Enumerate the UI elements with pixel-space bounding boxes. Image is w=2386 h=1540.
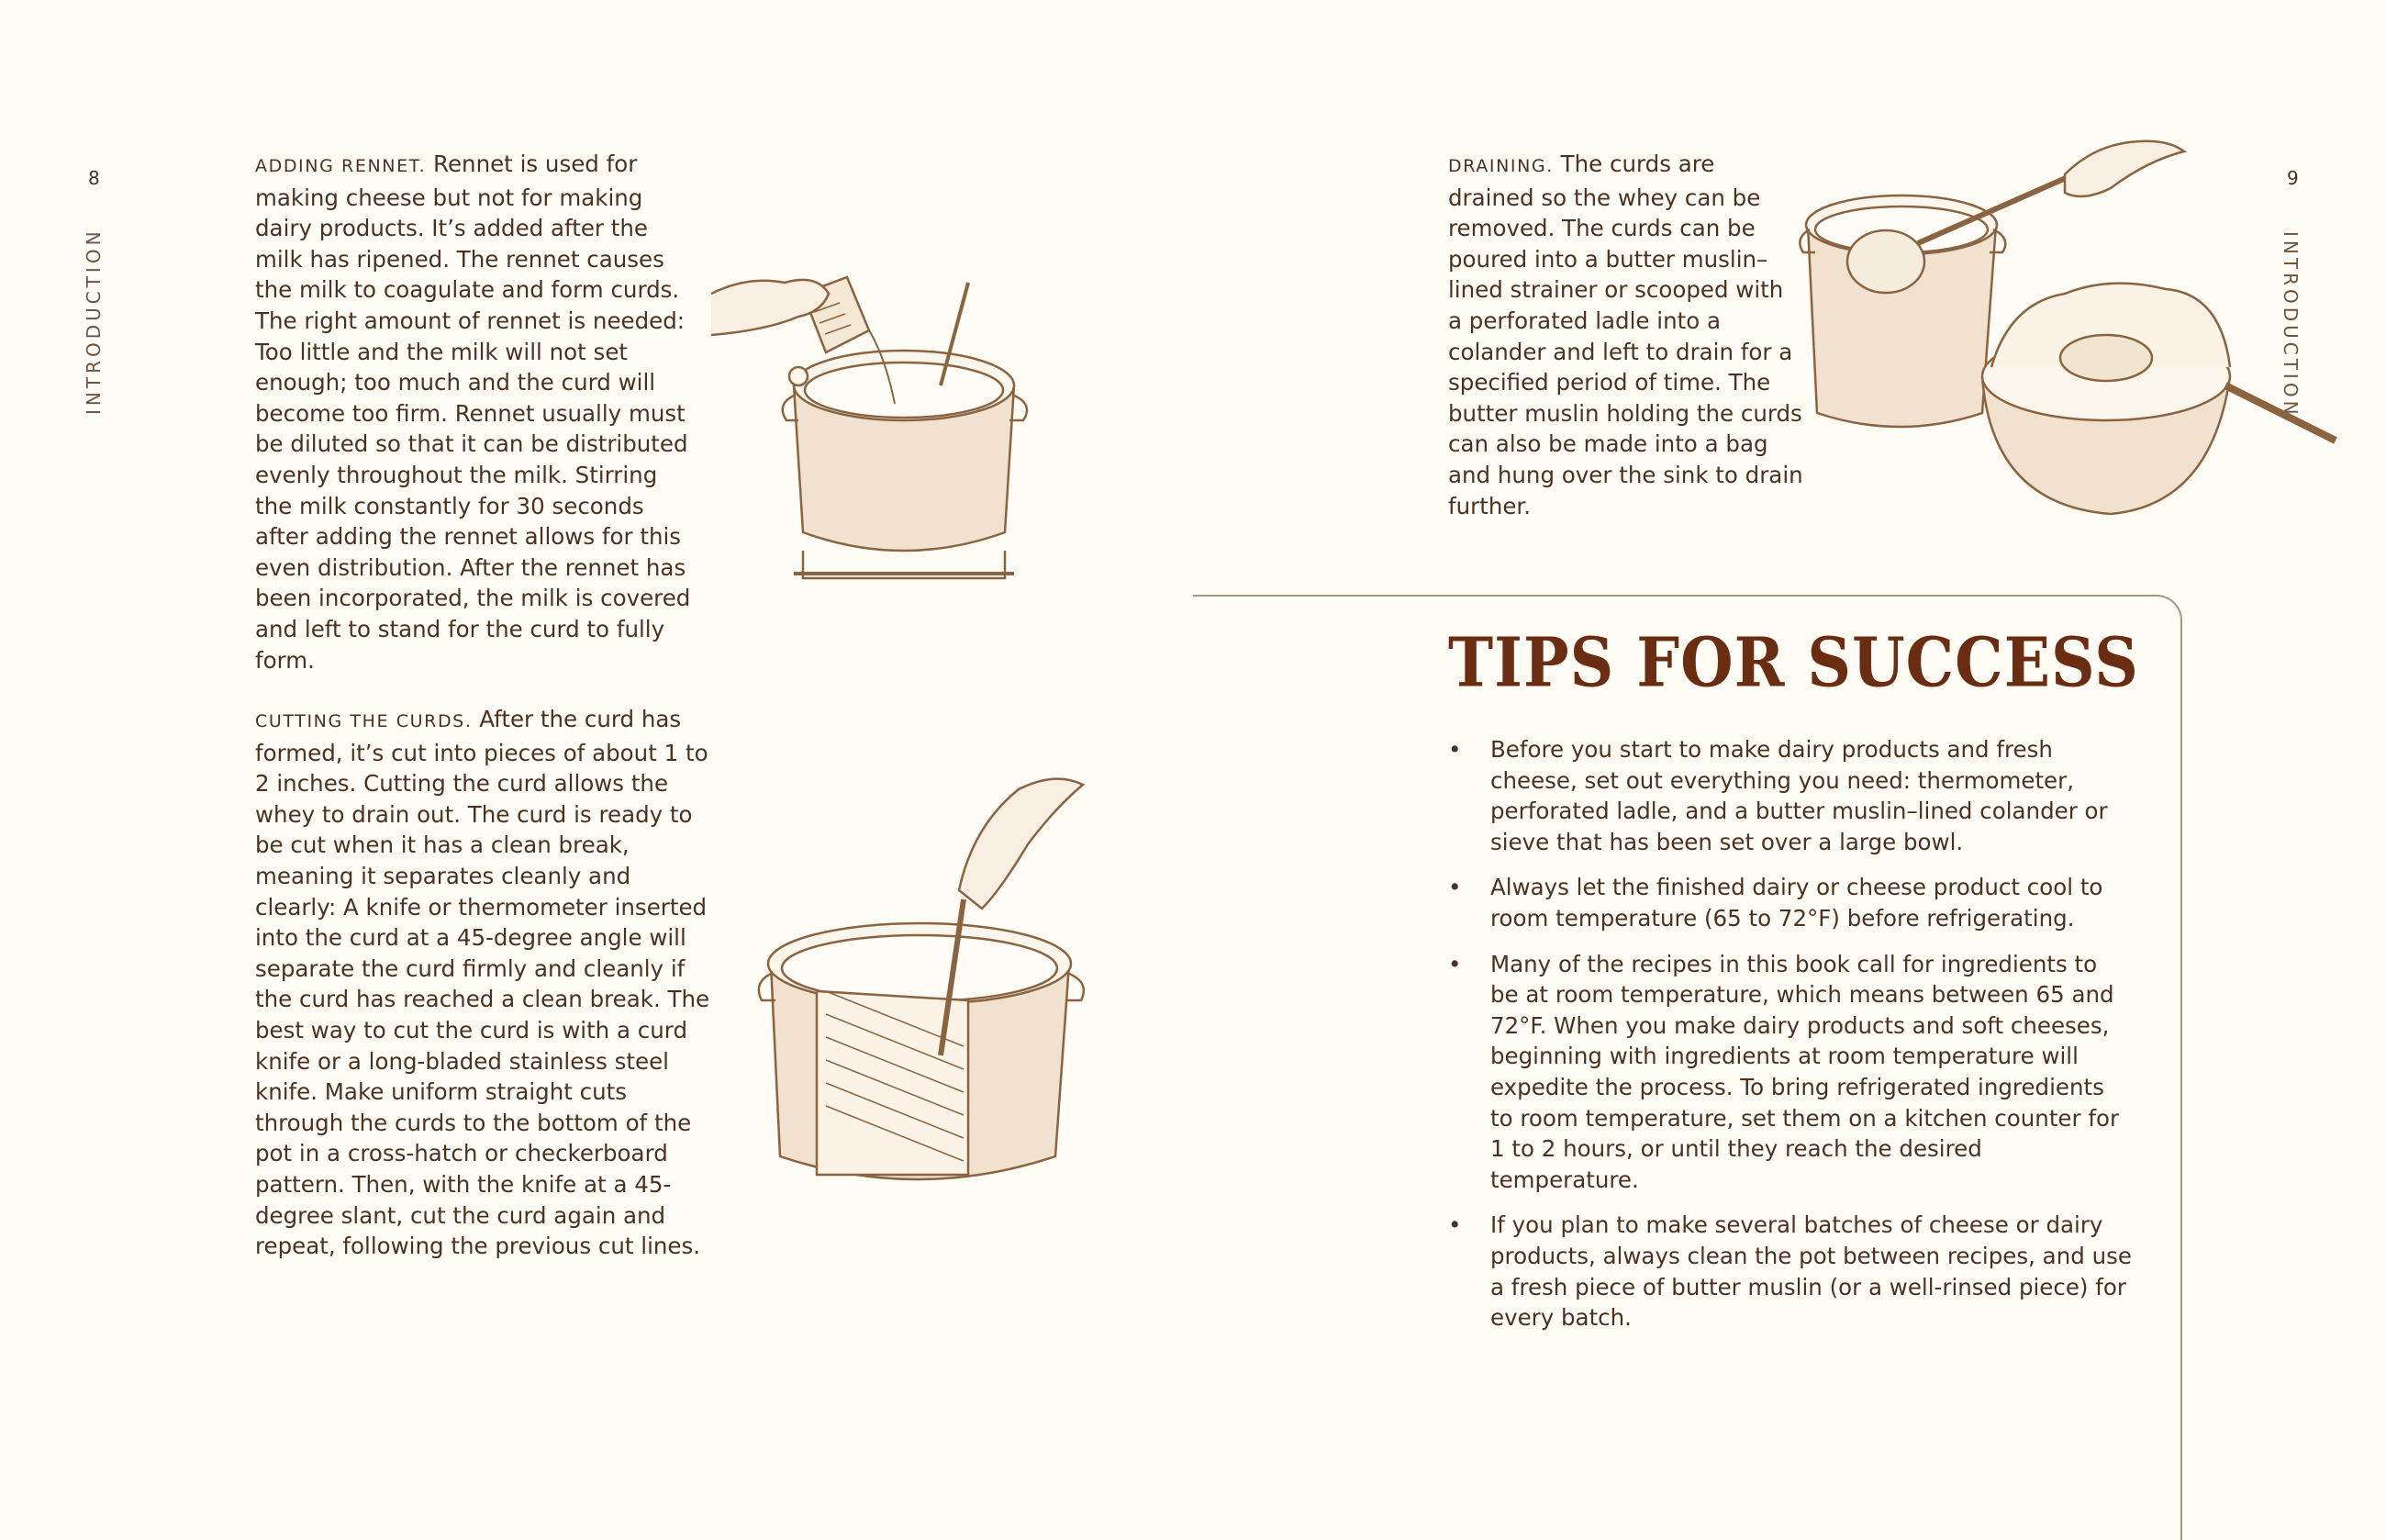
bullet-icon: • xyxy=(1448,1211,1462,1239)
tip-item xyxy=(1448,872,2132,933)
adding-rennet-text: Rennet is used for making cheese but not for making dairy products. It’s added after the milk has ripened. The rennet causes the milk to coagulate and form curds. The right amount of rennet is needed: Too little and the milk will not set enough; too much and the curd will become too firm. Rennet usually must be diluted so that it can be distributed evenly throughout the milk. Stirring the milk constantly for 30 seconds after adding the rennet allows for this even distribution. After the rennet has been incorporated, the milk is covered and left to stand for the curd to fully form. xyxy=(255,151,691,674)
bullet-icon: • xyxy=(1448,950,1462,977)
tip-text: Always let the finished dairy or cheese product cool to room temperature (65 to 72°F) before refrigerating. xyxy=(1490,874,2103,932)
tip-text: If you plan to make several batches of cheese or dairy products, always clean the pot between recipes, and use a fresh piece of butter muslin (or a well-rinsed piece) for every batch. xyxy=(1490,1211,2132,1332)
draining-paragraph xyxy=(1448,149,1804,521)
cutting-curds-text: After the curd has formed, it’s cut into pieces of about 1 to 2 inches. Cutting the curd allows the whey to drain out. The curd is ready to be cut when it has a clean break, meaning it separates cleanly and clearly: A knife or thermometer inserted into the curd at a 45-degree angle will separate the curd firmly and cleanly if the curd has reached a clean break. The best way to cut the curd is with a curd knife or a long-bladed stainless steel knife. Make uniform straight cuts through the curds to the bottom of the pot in a cross-hatch or checkerboard pattern. Then, with the knife at a 45-degree slant, cut the curd again and repeat, following the previous cut lines. xyxy=(255,706,710,1260)
cutting-curds-paragraph xyxy=(255,704,712,1262)
tip-item xyxy=(1448,949,2132,1196)
cutting-curds-lead: CUTTING THE CURDS. xyxy=(255,711,473,731)
bullet-icon: • xyxy=(1448,874,1462,901)
bullet-icon: • xyxy=(1448,736,1462,763)
tip-text: Many of the recipes in this book call for ingredients to be at room temperature, which means between 65 and 72°F. When you make dairy products and soft cheeses, beginning with ingredients at room temperature will expedite the process. To bring refrigerated ingredients to room temperature, set them on a kitchen counter for 1 to 2 hours, or until they reach the desired temperature. xyxy=(1490,950,2120,1193)
tip-item xyxy=(1448,1210,2132,1333)
running-head-left: INTRODUCTION xyxy=(83,228,105,415)
adding-rennet-paragraph xyxy=(255,149,696,675)
tip-text: Before you start to make dairy products and fresh cheese, set out everything you need: thermometer, perforated ladle, and a butter muslin–lined colander or sieve that has been set over a large bowl. xyxy=(1490,736,2108,855)
draining-lead: DRAINING. xyxy=(1448,156,1554,176)
tips-list xyxy=(1448,734,2132,1348)
rennet-pot-illustration xyxy=(711,257,1060,606)
tips-title: TIPS FOR SUCCESS xyxy=(1448,622,2139,703)
tip-item xyxy=(1448,734,2132,857)
draining-text: The curds are drained so the whey can be removed. The curds can be poured into a butter muslin–lined strainer or scooped with a perforated ladle into a colander and left to drain for a specified period of time. The butter muslin holding the curds can also be made into a bag and hung over the sink to drain further. xyxy=(1448,151,1803,519)
draining-illustration xyxy=(1799,138,2349,523)
cutting-curds-illustration xyxy=(753,771,1101,1211)
page-number-left: 8 xyxy=(88,167,100,189)
page-number-right: 9 xyxy=(2287,167,2299,189)
running-head-right: INTRODUCTION xyxy=(2280,231,2302,418)
adding-rennet-lead: ADDING RENNET. xyxy=(255,156,427,176)
